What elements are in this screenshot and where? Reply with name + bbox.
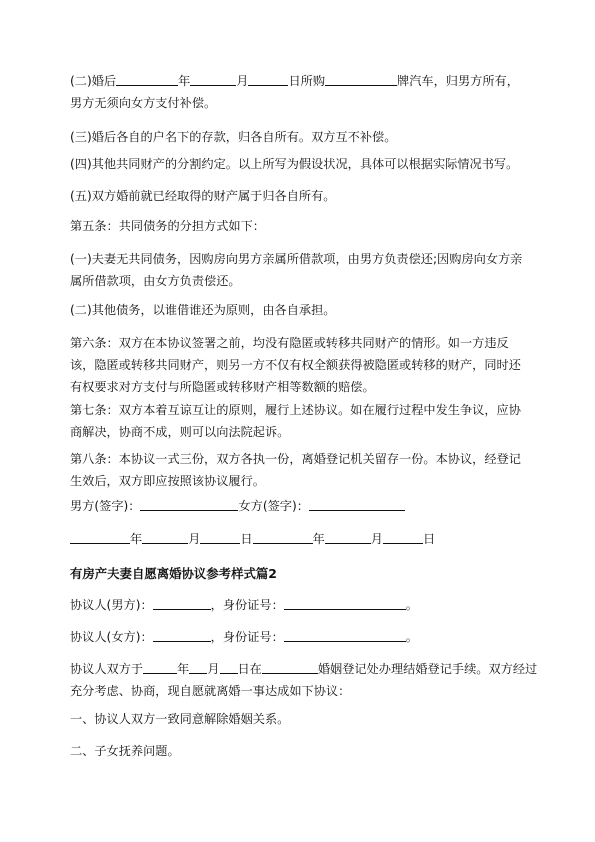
- blank-underline: [153, 597, 211, 610]
- paragraph: [70, 215, 530, 237]
- text-run: 月: [188, 532, 201, 546]
- blank-underline: [248, 73, 288, 86]
- text-run: 牌汽车，归男方所有，: [397, 74, 519, 88]
- blank-underline: [309, 498, 405, 511]
- paragraph: [70, 332, 530, 398]
- blank-underline: [325, 73, 397, 86]
- text-run: 该，隐匿或转移共同财产，则另一方不仅有权全额获得被隐匿或转移的财产，同时还: [70, 358, 521, 372]
- text-run: 年: [130, 532, 143, 546]
- blank-underline: [383, 531, 423, 544]
- text-run: 一、协议人双方一致同意解除婚姻关系。: [70, 712, 290, 726]
- blank-underline: [116, 73, 178, 86]
- paragraph: [70, 740, 530, 762]
- text-run: 日: [240, 532, 253, 546]
- text-run: 婚姻登记处办理结婚登记手续。双方经过: [317, 662, 538, 676]
- text-run: (三)婚后各自的户名下的存款，归各自所有。双方互不补偿。: [70, 130, 397, 144]
- text-line: [70, 495, 530, 517]
- blank-underline: [325, 531, 371, 544]
- text-run: 日: [422, 532, 436, 546]
- blank-underline: [220, 661, 238, 674]
- paragraph: [70, 126, 530, 148]
- text-run: 男方(签字)：: [70, 499, 141, 513]
- text-run: (五)双方婚前就已经取得的财产属于归各自所有。: [70, 189, 336, 203]
- paragraph: [70, 708, 530, 730]
- text-run: 月: [370, 532, 383, 546]
- blank-underline: [153, 629, 211, 642]
- text-line: [70, 740, 530, 762]
- text-run: ，身份证号：: [210, 598, 284, 612]
- text-run: (四)其他共同财产的分割约定。以上所写为假设状况，具体可以根据实际情况书写。: [70, 157, 519, 171]
- text-line: [70, 153, 530, 175]
- paragraph: [70, 248, 530, 292]
- blank-underline: [142, 531, 188, 544]
- text-line: [70, 332, 530, 354]
- text-run: 年: [178, 74, 191, 88]
- text-run: 第八条：本协议一式三份，双方各执一份，离婚登记机关留存一份。本协议，经登记: [70, 452, 521, 466]
- text-run: 。: [405, 630, 418, 644]
- text-line: [70, 470, 530, 492]
- text-line: [70, 92, 530, 114]
- text-line: [70, 594, 530, 616]
- text-line: [70, 215, 530, 237]
- text-run: (二)其他债务，以谁借谁还为原则，由各自承担。: [70, 303, 336, 317]
- text-line: [70, 563, 530, 585]
- text-line: [70, 299, 530, 321]
- text-run: 商解决，协商不成，则可以向法院起诉。: [70, 425, 290, 439]
- text-run: 日所购: [288, 74, 326, 88]
- paragraph: [70, 399, 530, 443]
- text-run: 协议人(男方)：: [70, 598, 153, 612]
- text-run: 有房产夫妻自愿离婚协议参考样式篇2: [70, 566, 277, 581]
- text-run: ，身份证号：: [210, 630, 284, 644]
- text-line: [70, 376, 530, 398]
- paragraph: [70, 528, 530, 550]
- text-run: 年: [177, 662, 190, 676]
- text-line: [70, 270, 530, 292]
- paragraph: [70, 658, 538, 702]
- paragraph: [70, 626, 530, 648]
- blank-underline: [200, 531, 240, 544]
- text-run: 协议人(女方)：: [70, 630, 153, 644]
- blank-underline: [253, 531, 313, 544]
- blank-underline: [70, 531, 130, 544]
- blank-underline: [284, 629, 406, 642]
- text-line: [70, 528, 530, 550]
- section-heading: [70, 563, 530, 585]
- text-run: 协议人双方于: [70, 662, 144, 676]
- text-run: 二、子女抚养问题。: [70, 744, 180, 758]
- text-line: [70, 658, 538, 680]
- text-run: (二)婚后: [70, 74, 117, 88]
- text-run: 有权要求对方支付与所隐匿或转移财产相等数额的赔偿。: [70, 380, 375, 394]
- text-line: [70, 248, 530, 270]
- paragraph: [70, 185, 530, 207]
- blank-underline: [190, 73, 236, 86]
- text-line: [70, 708, 530, 730]
- text-run: 第五条：共同债务的分担方式如下：: [70, 219, 265, 233]
- text-run: 月: [236, 74, 249, 88]
- text-run: (一)夫妻无共同债务，因购房向男方亲属所借款项，由男方负责偿还;因购房向女方亲: [70, 252, 523, 266]
- paragraph: [70, 299, 530, 321]
- text-run: 生效后，双方即应按照该协议履行。: [70, 474, 265, 488]
- text-line: [70, 421, 530, 443]
- blank-underline: [284, 597, 406, 610]
- text-run: 女方(签字)：: [238, 499, 309, 513]
- paragraph: [70, 153, 530, 175]
- text-line: [70, 680, 530, 702]
- text-line: [70, 126, 530, 148]
- text-line: [70, 185, 530, 207]
- text-line: [70, 70, 530, 92]
- paragraph: [70, 594, 530, 616]
- text-run: 年: [312, 532, 325, 546]
- text-line: [70, 354, 530, 376]
- blank-underline: [143, 661, 177, 674]
- text-run: 属所借款项，由女方负责偿还。: [70, 274, 241, 288]
- text-run: 日在: [237, 662, 262, 676]
- text-run: 。: [405, 598, 418, 612]
- paragraph: [70, 495, 530, 517]
- paragraph: [70, 448, 530, 492]
- text-line: [70, 626, 530, 648]
- text-run: 充分考虑、协商，现自愿就离婚一事达成如下协议：: [70, 684, 351, 698]
- blank-underline: [140, 498, 238, 511]
- text-run: 第七条：双方本着互谅互让的原则，履行上述协议。如在履行过程中发生争议，应协: [70, 403, 521, 417]
- text-run: 男方无须向女方支付补偿。: [70, 96, 217, 110]
- blank-underline: [262, 661, 318, 674]
- text-run: 第六条：双方在本协议签署之前，均没有隐匿或转移共同财产的情形。如一方违反: [70, 336, 509, 350]
- paragraph: [70, 70, 530, 114]
- text-line: [70, 448, 530, 470]
- blank-underline: [189, 661, 207, 674]
- text-run: 月: [207, 662, 220, 676]
- text-line: [70, 399, 530, 421]
